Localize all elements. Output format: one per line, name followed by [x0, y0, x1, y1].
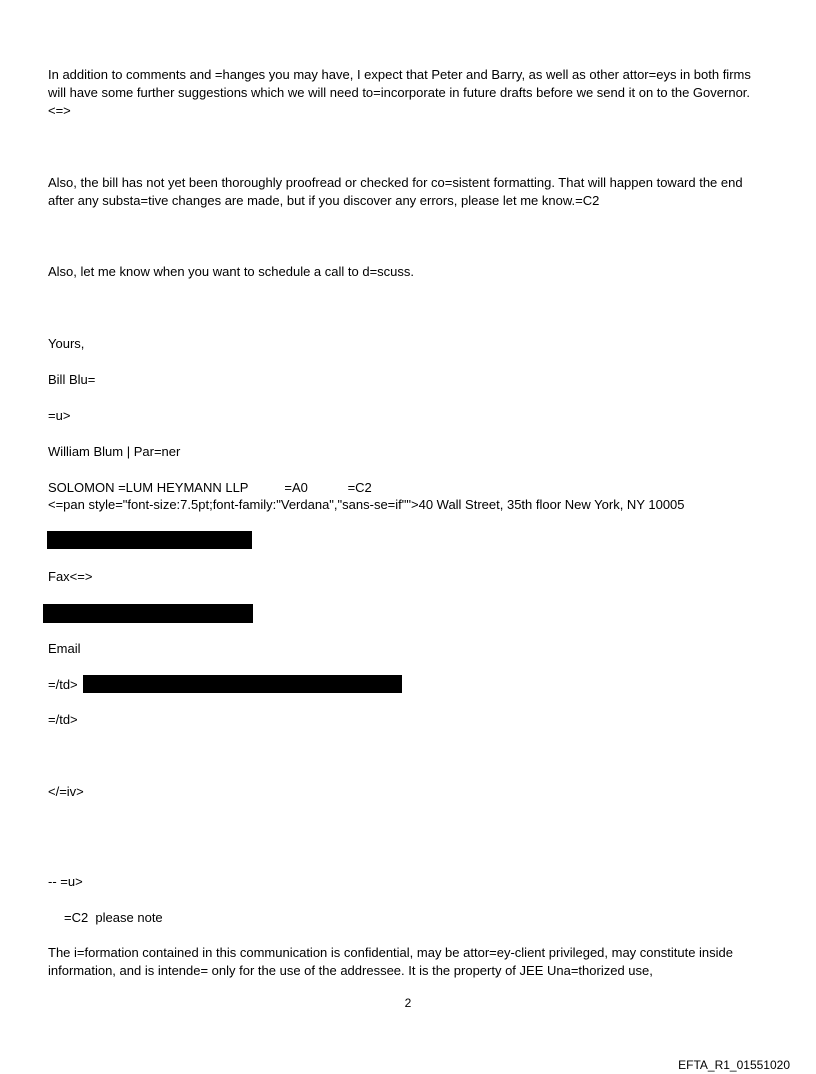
- paragraph-schedule-call: Also, let me know when you want to schedule a call to d=scuss.: [48, 264, 414, 279]
- address-line: <=pan style="font-size:7.5pt;font-family:"Verdana","sans-se=if"">40 Wall Street, 35th floor New York, NY 10005: [48, 497, 685, 512]
- signature-short-name: Bill Blu=: [48, 372, 96, 387]
- td-fragment-2: =/td>: [48, 712, 78, 727]
- fax-label: Fax<=>: [48, 569, 93, 584]
- dash-fragment: -- =u>: [48, 874, 83, 889]
- signature-artifact: =u>: [48, 408, 71, 423]
- confidentiality-notice: The i=formation contained in this communication is confidential, may be attor=ey-client privileged, may constitute inside information, and is intende= only for the use of the addressee. It is the property of JEE Una=thorized use,: [48, 945, 734, 978]
- redaction-phone: [47, 531, 252, 549]
- paragraph-proofread: Also, the bill has not yet been thoroughly proofread or checked for co=sistent formatting. That will happen toward the end after any substa=tive changes are made, but if you discover any errors, please let me know.=C2: [48, 175, 743, 208]
- page-number: 2: [404, 996, 412, 1010]
- div-fragment: </=iv>: [48, 784, 84, 799]
- bates-number: EFTA_R1_01551020: [678, 1058, 790, 1072]
- redaction-email: [83, 675, 402, 693]
- paragraph-comments: In addition to comments and =hanges you may have, I expect that Peter and Barry, as well as other attor=eys in both firms will have some further suggestions which we will need to=incorporate in future drafts before we send it on to the Governor.<=>: [48, 67, 751, 118]
- td-fragment-1: =/td>: [48, 677, 78, 692]
- please-note-line: =C2 please note: [64, 910, 163, 925]
- firm-name-line: SOLOMON =LUM HEYMANN LLP =A0 =C2: [48, 480, 372, 495]
- signature-title: William Blum | Par=ner: [48, 444, 181, 459]
- closing-salutation: Yours,: [48, 336, 85, 351]
- email-label: Email: [48, 641, 81, 656]
- redaction-fax: [43, 604, 253, 623]
